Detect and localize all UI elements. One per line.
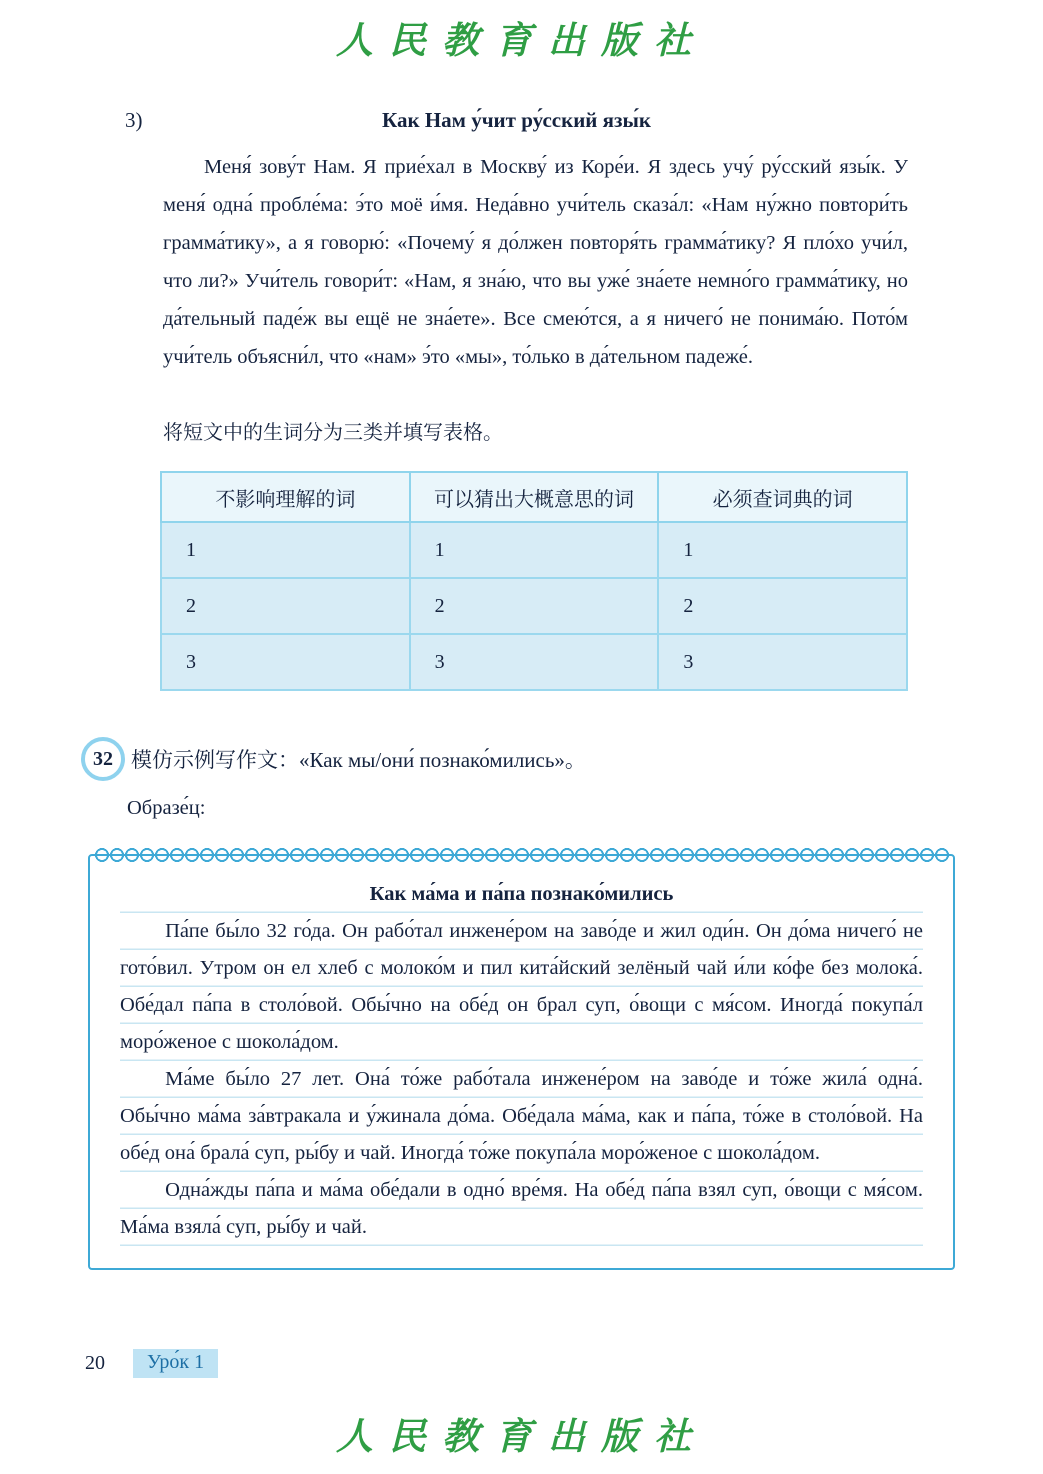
table-cell: 1	[658, 522, 907, 578]
sample-paragraph: Одна́жды па́па и ма́ма обе́дали в одно́ вре́мя. На обе́д па́па взял суп, о́вощи с мя́сом. Ма́ма взяла́ суп, ры́бу и чай.	[120, 1179, 923, 1238]
table-header-cell: 必须查词典的词	[658, 472, 907, 522]
publisher-logo-bottom: 人民教育出版社	[336, 1414, 707, 1458]
table-cell: 2	[161, 578, 410, 634]
page-footer	[85, 1349, 218, 1378]
table-cell: 3	[658, 634, 907, 690]
table-row	[161, 522, 907, 578]
exercise3-paragraph: Меня́ зову́т Нам. Я прие́хал в Москву́ из Коре́и. Я здесь учу́ ру́сский язы́к. У меня́ одна́ пробле́ма: э́то моё и́мя. Неда́вно учи́тель сказа́л: «Нам ну́жно повтори́ть грамма́тику», а я говорю́: «Почему́ я до́лжен повторя́ть грамма́тику? Я пло́хо учи́л, что ли?» Учи́тель говори́т: «Нам, я зна́ю, что вы уже́ зна́ете немно́го грамма́тику, но да́тельный паде́ж вы ещё не зна́ете». Все смею́тся, а я ничего́ не понима́ю. Пото́м учи́тель объясни́л, что «нам» э́то «мы», то́лько в да́тельном падеже́.	[163, 156, 908, 368]
exercise3-number: 3)	[125, 108, 143, 132]
sample-composition-box	[88, 854, 955, 1270]
sample-paragraph: Па́пе бы́ло 32 го́да. Он рабо́тал инжене́ром на заво́де и жил оди́н. Он до́ма ничего́ не гото́вил. Утром он ел хлеб с молоко́м и пил кита́йский зелёный чай и́ли ко́фе без молока́. Обе́дал па́па в столо́вой. Обы́чно на обе́д он брал суп, о́вощи с мя́сом. Иногда́ покупа́л моро́женое с шокола́дом.	[120, 920, 923, 1053]
sample-paragraph: Ма́ме бы́ло 27 лет. Она́ то́же рабо́тала инжене́ром на заво́де и то́же жила́ одна́. Обы́чно ма́ма за́втракала и у́жинала до́ма. Обе́дала ма́ма, как и па́па, то́же в столо́вой. На обе́д она́ брала́ суп, ры́бу и чай. Иногда́ то́же покупа́ла моро́женое с шокола́дом.	[120, 1068, 923, 1164]
lesson-badge: Уро́к 1	[133, 1349, 218, 1378]
table-cell: 3	[161, 634, 410, 690]
exercise32-heading	[81, 737, 908, 781]
table-row	[161, 578, 907, 634]
page-number: 20	[85, 1352, 105, 1374]
table-cell: 1	[161, 522, 410, 578]
exercise3-instruction: 将短文中的生词分为三类并填写表格。	[163, 422, 503, 444]
sample-label: Образе́ц:	[127, 797, 206, 819]
table-header-cell: 可以猜出大概意思的词	[410, 472, 659, 522]
table-header-cell: 不影响理解的词	[161, 472, 410, 522]
vocabulary-table	[160, 471, 908, 691]
table-cell: 3	[410, 634, 659, 690]
exercise3-heading	[125, 108, 908, 140]
table-cell: 1	[410, 522, 659, 578]
page-content	[93, 108, 923, 1270]
publisher-logo-top: 人民教育出版社	[336, 18, 707, 62]
table-row	[161, 634, 907, 690]
sample-title: Как ма́ма и па́па познако́мились	[369, 883, 674, 905]
exercise32-instruction: 模仿示例写作文：«Как мы/они́ познако́мились»。	[131, 748, 586, 772]
table-header-row	[161, 472, 907, 522]
sample-composition-text	[120, 876, 923, 1246]
exercise-number-badge: 32	[81, 737, 125, 781]
table-cell: 2	[410, 578, 659, 634]
exercise3-title: Как Нам у́чит ру́сский язы́к	[382, 108, 651, 132]
scallop-border-decoration	[94, 844, 949, 866]
table-cell: 2	[658, 578, 907, 634]
